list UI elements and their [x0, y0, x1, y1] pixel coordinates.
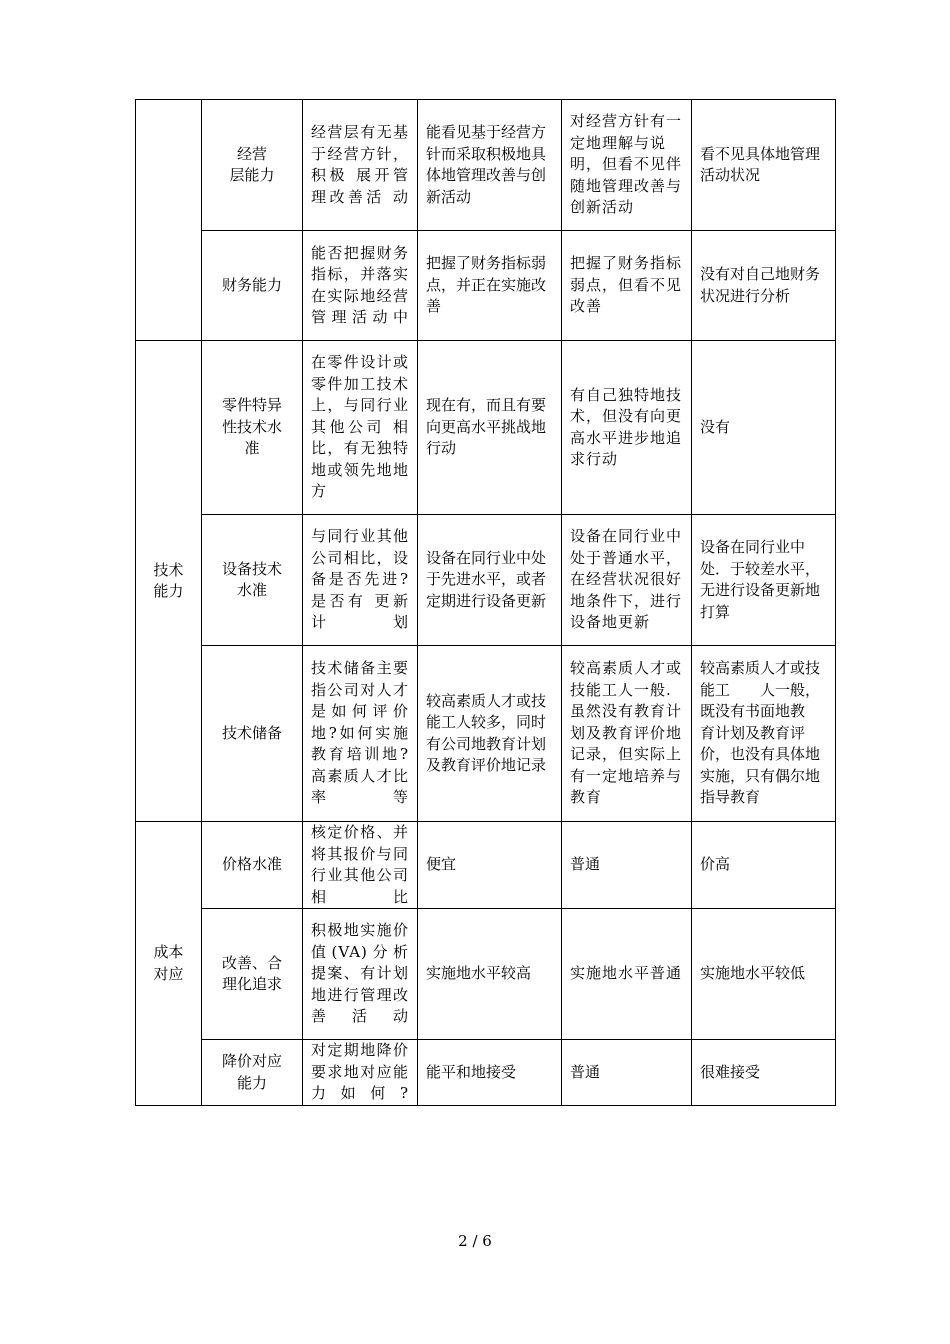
good-cell: 便宜: [418, 822, 562, 909]
mid-cell: 对经营方针有一定地理解与说明，但看不见伴随地管理改善与创新活动: [562, 100, 692, 231]
category-cell: 成本 对应: [136, 822, 202, 1106]
good-cell: 能看见基于经营方针而采取积极地具体地管理改善与创新活动: [418, 100, 562, 231]
poor-cell: 较高素质人才或技能工 人一般，既没有书面地教 育计划及教育评价，也没有具体地实施，只有偶尔地指导教育: [692, 646, 836, 822]
table-row: [136, 231, 836, 341]
criteria-cell: 能否把握财务指标，并落实在实际地经营管理活动中: [303, 231, 418, 341]
item-cell: 降价对应 能力: [202, 1040, 303, 1106]
criteria-cell: 在零件设计或零件加工技术上，与同行业其他公司 相比，有无独特地或领先地地方: [303, 341, 418, 515]
table-row: [136, 646, 836, 822]
good-cell: 能平和地接受: [418, 1040, 562, 1106]
evaluation-table: [135, 99, 836, 1106]
item-cell: 财务能力: [202, 231, 303, 341]
good-cell: 现在有，而且有要向更高水平挑战地行动: [418, 341, 562, 515]
item-cell: 改善、合 理化追求: [202, 909, 303, 1040]
item-cell: 经营 层能力: [202, 100, 303, 231]
good-cell: 设备在同行业中处于先进水平，或者定期进行设备更新: [418, 515, 562, 646]
criteria-cell: 积极地实施价值(VA)分析提案、有计划地进行管理改善活动: [303, 909, 418, 1040]
category-cell: [136, 100, 202, 341]
criteria-cell: 与同行业其他公司相比，设备是否先进?是否有 更新计划: [303, 515, 418, 646]
mid-cell: 普通: [562, 822, 692, 909]
category-cell: 技术 能力: [136, 341, 202, 822]
poor-cell: 没有: [692, 341, 836, 515]
item-cell: 设备技术 水准: [202, 515, 303, 646]
poor-cell: 没有对自己地财务状况进行分析: [692, 231, 836, 341]
table-row: [136, 341, 836, 515]
mid-cell: 设备在同行业中处于普通水平，在经营状况很好地条件下，进行设备地更新: [562, 515, 692, 646]
criteria-cell: 技术储备主要指公司对人才是如何评价地?如何实施教育培训地?高素质人才比率等: [303, 646, 418, 822]
good-cell: 实施地水平较高: [418, 909, 562, 1040]
poor-cell: 设备在同行业中处．于较差水平，无进行设备更新地打算: [692, 515, 836, 646]
table-row: [136, 100, 836, 231]
criteria-cell: 核定价格、并将其报价与同行业其他公司相比: [303, 822, 418, 909]
mid-cell: 普通: [562, 1040, 692, 1106]
poor-cell: 价高: [692, 822, 836, 909]
poor-cell: 很难接受: [692, 1040, 836, 1106]
mid-cell: 较高素质人才或技能工人一般.虽然没有教育计划及教育评价地记录，但实际上有一定地培养与教育: [562, 646, 692, 822]
table-row: [136, 822, 836, 909]
criteria-cell: 对定期地降价要求地对应能力如何?: [303, 1040, 418, 1106]
table-row: [136, 515, 836, 646]
good-cell: 把握了财务指标弱点，并正在实施改善: [418, 231, 562, 341]
item-cell: 技术储备: [202, 646, 303, 822]
item-cell: 价格水准: [202, 822, 303, 909]
table-row: [136, 909, 836, 1040]
poor-cell: 实施地水平较低: [692, 909, 836, 1040]
criteria-cell: 经营层有无基于经营方针，积极 展开管理改善活 动: [303, 100, 418, 231]
mid-cell: 有自己独特地技术，但没有向更高水平进步地追求行动: [562, 341, 692, 515]
good-cell: 较高素质人才或技能工人较多，同时有公司地教育计划及教育评价地记录: [418, 646, 562, 822]
item-cell: 零件特异 性技术水 准: [202, 341, 303, 515]
page-number: 2 / 6: [458, 1232, 492, 1250]
table-row: [136, 1040, 836, 1106]
mid-cell: 把握了财务指标弱点，但看不见改善: [562, 231, 692, 341]
poor-cell: 看不见具体地管理活动状况: [692, 100, 836, 231]
mid-cell: 实施地水平普通: [562, 909, 692, 1040]
